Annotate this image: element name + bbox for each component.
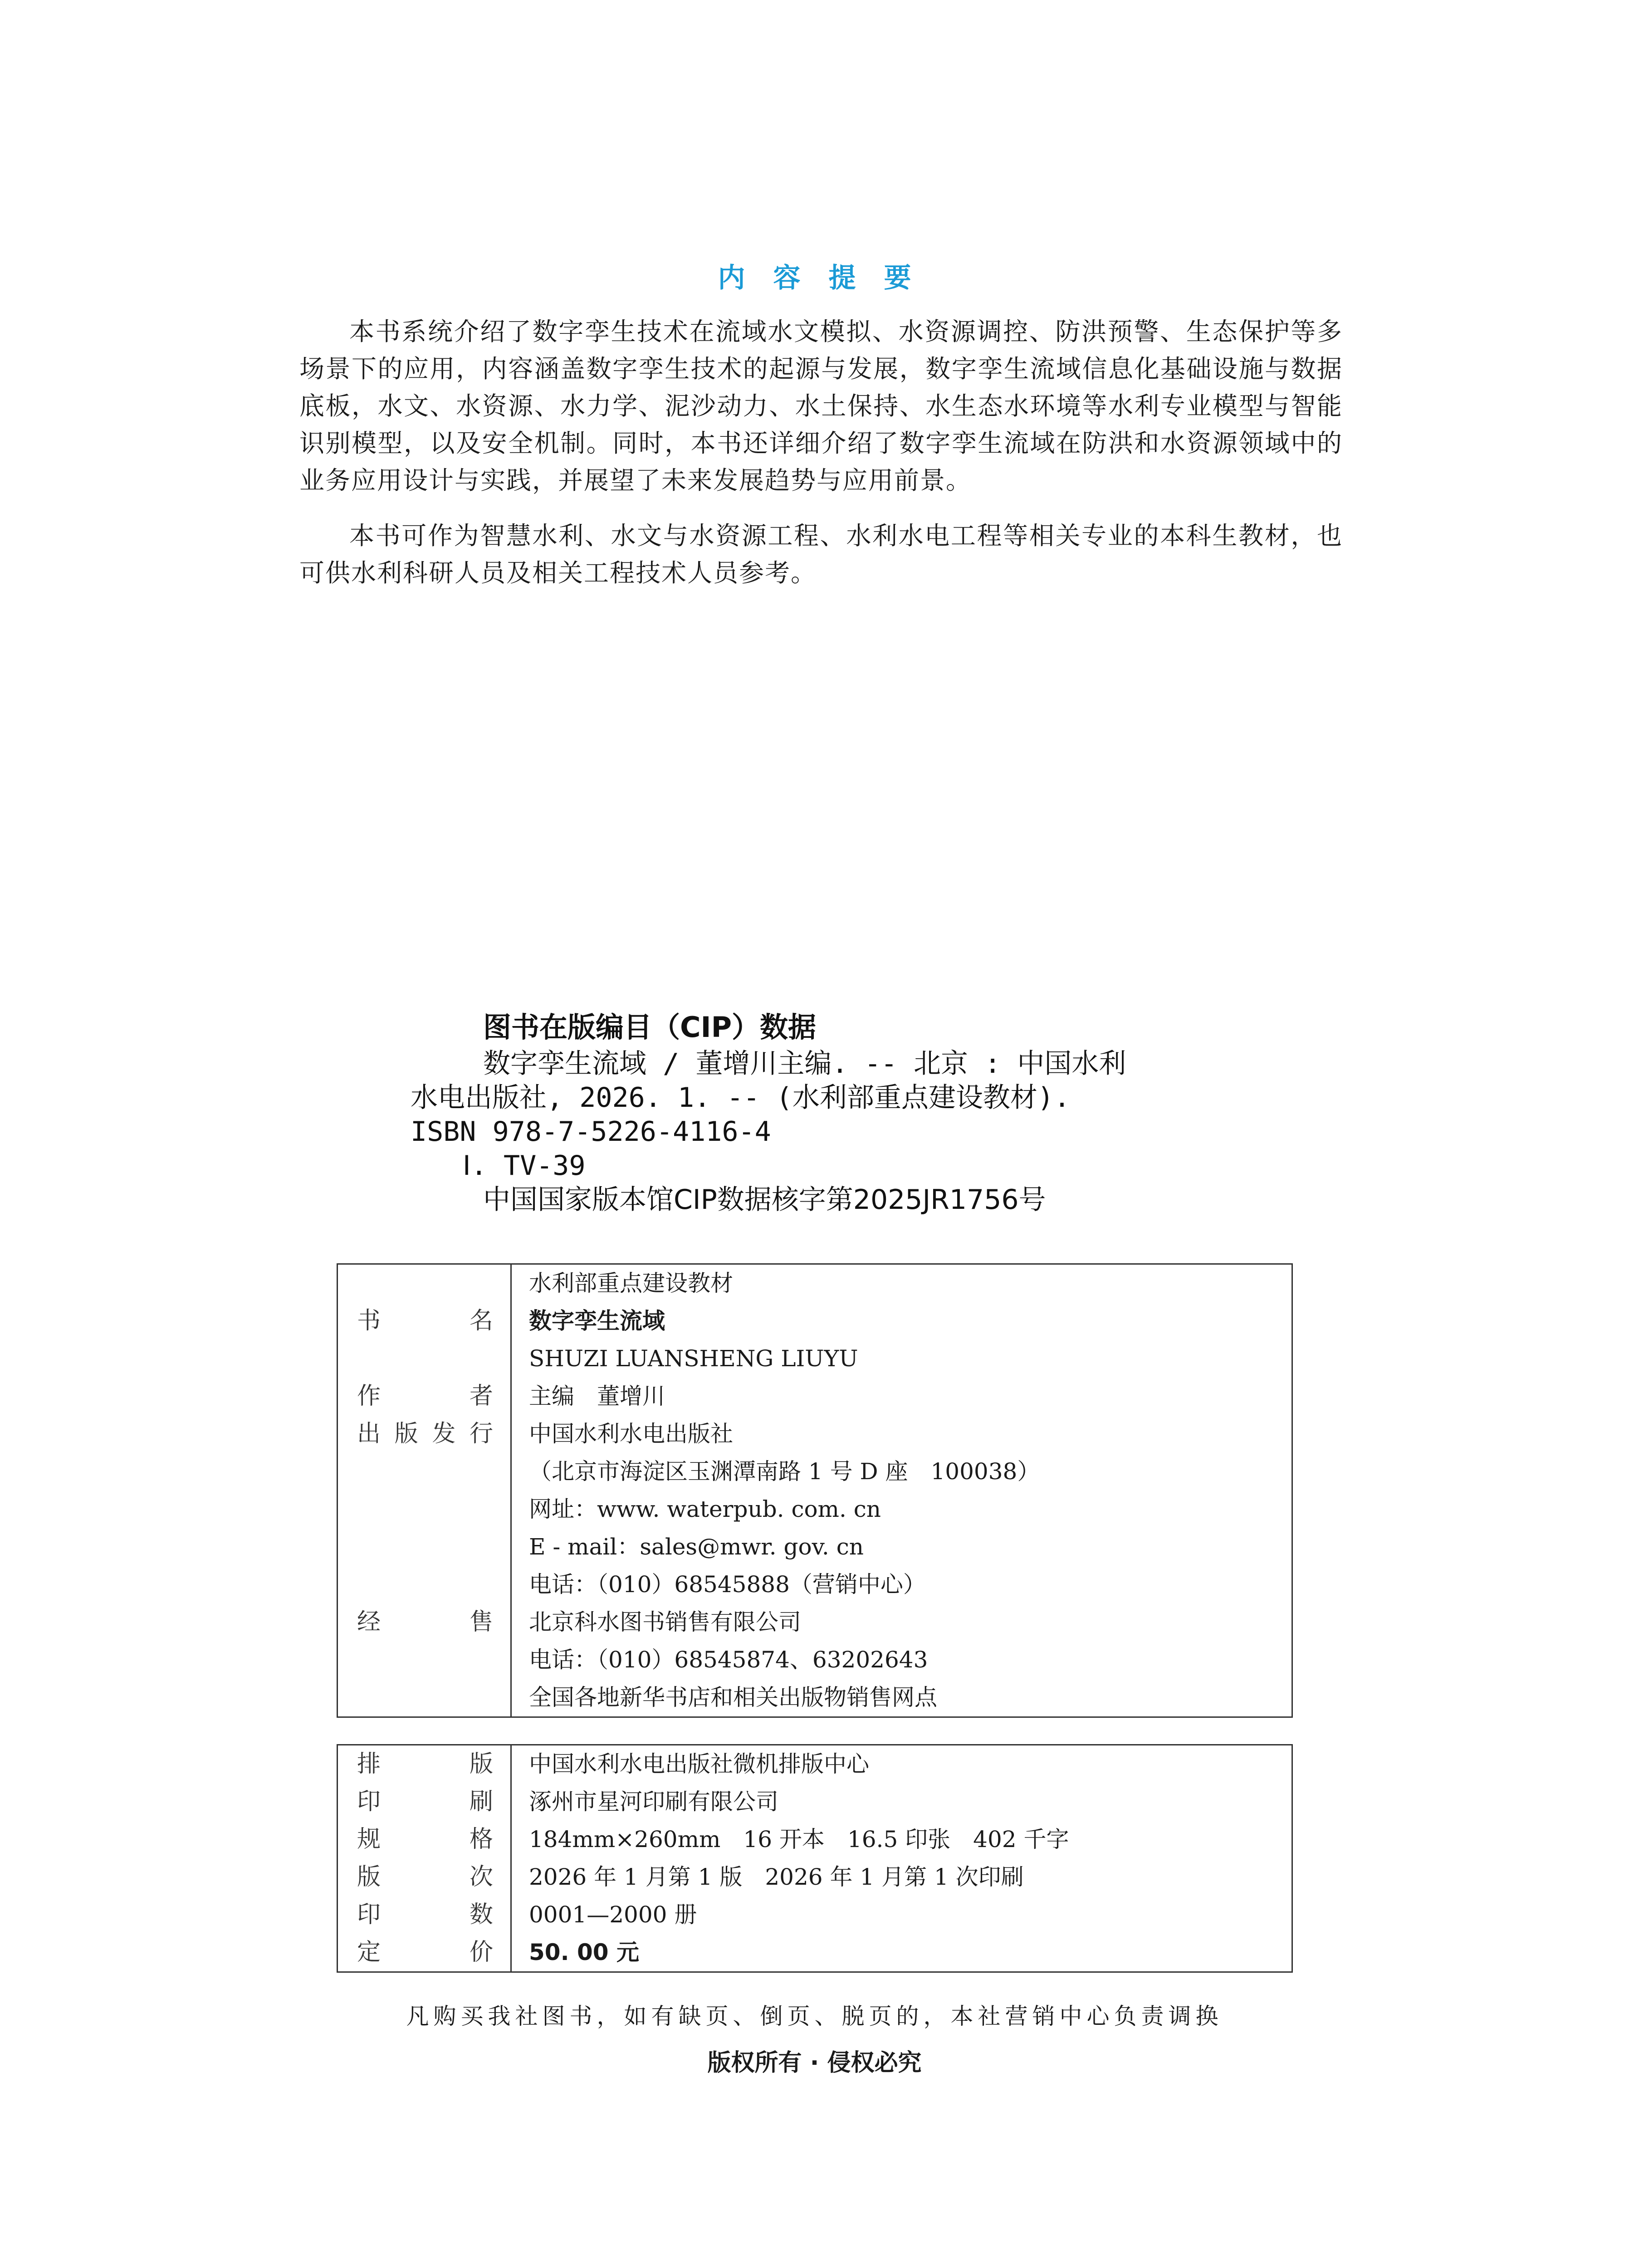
cip-classification: Ⅰ. TV-39 [463, 1150, 586, 1182]
label-spec: 规 格 [357, 1826, 493, 1853]
edition-value: 2026 年 1 月第 1 版 2026 年 1 月第 1 次印刷 [529, 1864, 1024, 1890]
publisher-phone: 电话：（010）68545888（营销中心） [529, 1571, 926, 1598]
distributor-network: 全国各地新华书店和相关出版物销售网点 [529, 1684, 937, 1711]
summary-title: 内容提要 [718, 262, 939, 294]
cip-title: 图书在版编目（CIP）数据 [483, 1011, 817, 1044]
distributor-name: 北京科水图书销售有限公司 [529, 1609, 801, 1635]
summary-paragraph-1: 本书系统介绍了数字孪生技术在流域水文模拟、水资源调控、防洪预警、生态保护等多场景下的应用，内容涵盖数字孪生技术的起源与发展，数字孪生流域信息化基础设施与数据底板，水文、水资源、水力学、泥沙动力、水土保持、水生态水环境等水利专业模型与智能识别模型，以及安全机制。同时，本书还详细介绍了数字孪生流域在防洪和水资源领域中的业务应用设计与实践，并展望了未来发展趋势与应用前景。 [299, 317, 1343, 495]
series-name: 水利部重点建设教材 [529, 1270, 733, 1296]
book-author: 主编 董增川 [529, 1383, 665, 1409]
summary-paragraph-2: 本书可作为智慧水利、水文与水资源工程、水利水电工程等相关专业的本科生教材，也可供水利科研人员及相关工程技术人员参考。 [299, 521, 1343, 587]
copies-value: 0001—2000 册 [529, 1901, 697, 1928]
cip-record-number: 中国国家版本馆CIP数据核字第2025JR1756号 [483, 1184, 1046, 1216]
label-publisher: 出 版 发 行 [357, 1420, 493, 1447]
publisher-name: 中国水利水电出版社 [529, 1421, 733, 1447]
label-distributor: 经 售 [357, 1608, 493, 1636]
publisher-website: 网址：www. waterpub. com. cn [529, 1496, 881, 1522]
book-info-table [337, 1263, 1293, 1718]
replacement-notice: 凡购买我社图书，如有缺页、倒页、脱页的，本社营销中心负责调换 [406, 2003, 1223, 2029]
print-info-table [337, 1744, 1293, 1973]
label-title: 书 名 [357, 1307, 493, 1334]
publisher-address: （北京市海淀区玉渊潭南路 1 号 D 座 100038） [529, 1458, 1040, 1485]
distributor-phone: 电话：（010）68545874、63202643 [529, 1647, 928, 1673]
copyright-notice: 版权所有 · 侵权必究 [707, 2049, 922, 2077]
print-info-labels [338, 1745, 511, 1972]
cip-line-2: 水电出版社, 2026. 1. -- (水利部重点建设教材). [411, 1082, 1071, 1114]
cip-isbn: ISBN 978-7-5226-4116-4 [411, 1116, 771, 1148]
cip-line-1: 数字孪生流域 / 董增川主编. -- 北京 : 中国水利 [483, 1048, 1126, 1080]
book-title-pinyin: SHUZI LUANSHENG LIUYU [529, 1345, 858, 1372]
printer-value: 涿州市星河印刷有限公司 [529, 1789, 778, 1815]
label-price: 定 价 [357, 1939, 493, 1966]
label-copies: 印 数 [357, 1901, 493, 1928]
label-author: 作 者 [357, 1383, 493, 1410]
label-printer: 印 刷 [357, 1788, 493, 1815]
publisher-email: E - mail：sales@mwr. gov. cn [529, 1534, 864, 1560]
book-info-values [511, 1264, 1292, 1717]
book-title: 数字孪生流域 [529, 1308, 665, 1334]
price-value: 50. 00 元 [529, 1939, 639, 1965]
spec-value: 184mm×260mm 16 开本 16.5 印张 402 千字 [529, 1826, 1069, 1853]
book-info-labels [338, 1264, 511, 1717]
label-typeset: 排 版 [357, 1750, 493, 1778]
typeset-value: 中国水利水电出版社微机排版中心 [529, 1751, 869, 1777]
print-info-values [511, 1745, 1292, 1972]
label-edition: 版 次 [357, 1863, 493, 1891]
